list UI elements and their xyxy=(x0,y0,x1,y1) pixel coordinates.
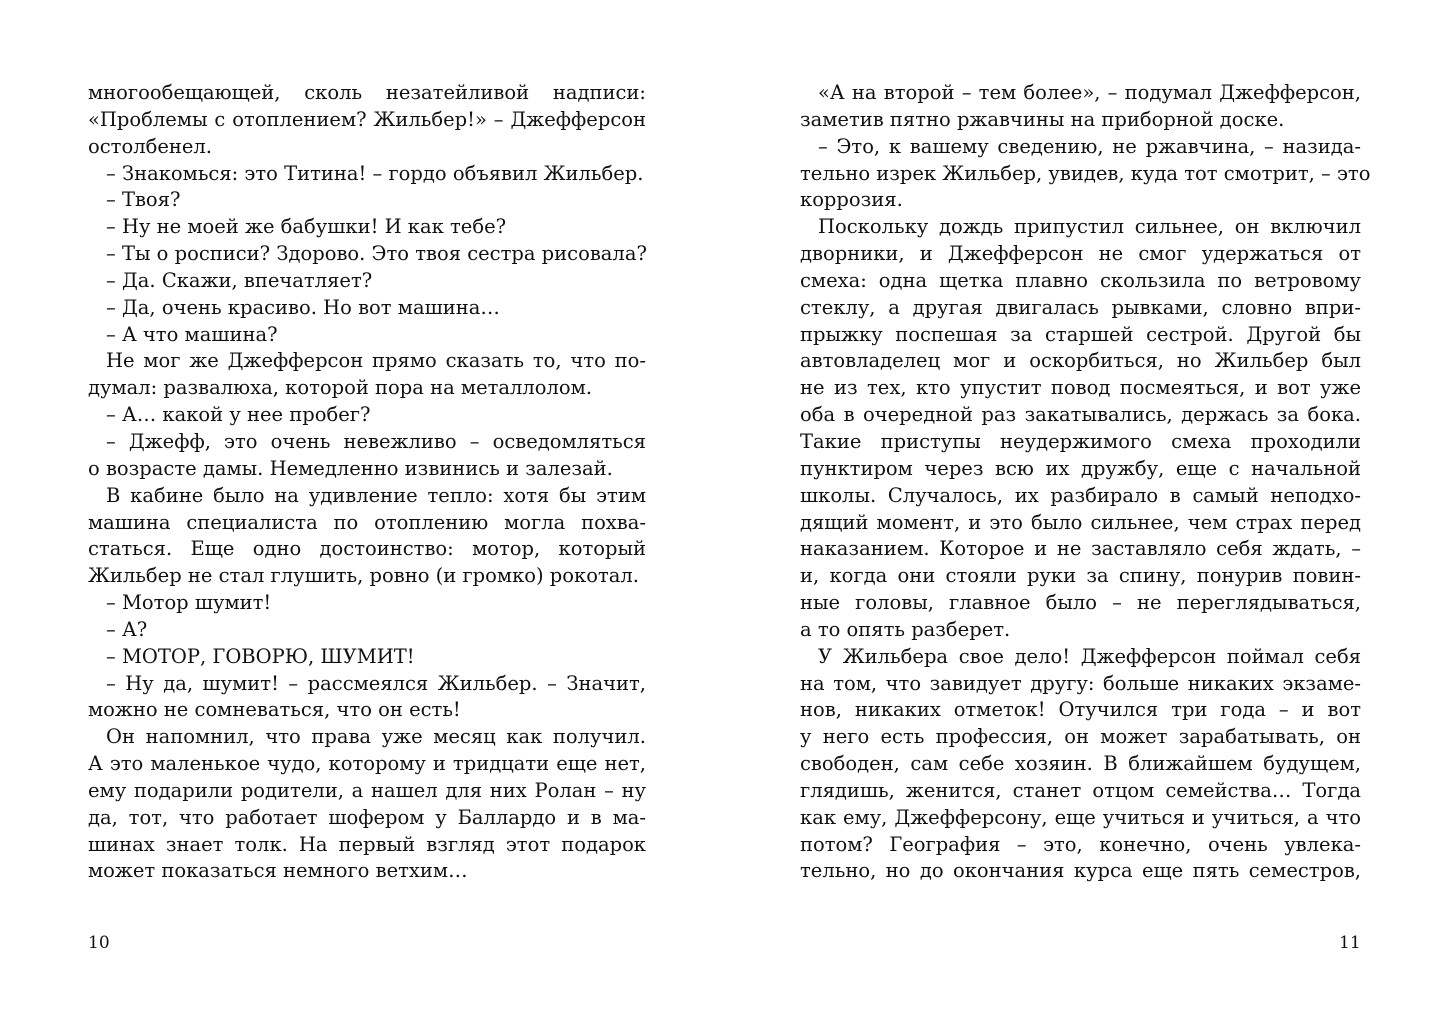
text-line: о возрасте дамы. Немедленно извинись и залезай. xyxy=(88,456,613,480)
text-line: да, тот, что работает шофером у Баллардо и в ма- xyxy=(88,805,646,829)
text-line: пунктиром через всю их дружбу, еще с начальной xyxy=(800,456,1361,480)
text-line: наказанием. Которое и не заставляло себя ждать, – xyxy=(800,537,1361,561)
left-page-text xyxy=(88,80,646,885)
text-line: Не мог же Джефферсон прямо сказать то, что по- xyxy=(106,349,646,373)
text-line: – Знакомься: это Титина! – гордо объявил Жильбер. xyxy=(106,161,644,185)
text-line: дящий момент, и это было сильнее, чем страх перед xyxy=(800,510,1361,534)
text-line: Жильбер не стал глушить, ровно (и громко) рокотал. xyxy=(88,564,639,588)
left-page-number: 10 xyxy=(88,933,110,953)
right-page-text xyxy=(800,80,1371,885)
text-line: многообещающей, сколь незатейливой надписи: xyxy=(88,81,646,104)
text-line: потом? География – это, конечно, очень увлека- xyxy=(800,832,1361,856)
text-line: машина специалиста по отоплению могла похва- xyxy=(88,510,646,534)
text-line: шинах знает толк. На первый взгляд этот подарок xyxy=(88,832,646,856)
text-line: а то опять разберет. xyxy=(800,617,1011,641)
text-line: у него есть профессия, он может зарабатывать, он xyxy=(800,725,1361,749)
text-line: не из тех, кто упустит повод посмеяться, и вот уже xyxy=(800,376,1361,400)
text-line: «Проблемы с отоплением? Жильбер!» – Джефферсон xyxy=(88,107,646,131)
text-line: автовладелец мог и оскорбиться, но Жильбер был xyxy=(800,349,1361,373)
text-line: коррозия. xyxy=(800,188,903,212)
text-line: как ему, Джефферсону, еще учиться и учиться, а что xyxy=(800,805,1361,829)
text-line: смеха: одна щетка плавно скользила по ветровому xyxy=(800,268,1361,292)
text-line: тельно изрек Жильбер, увидев, куда тот смотрит, – это xyxy=(800,161,1371,185)
text-line: на том, что завидует другу: больше никаких экзаме- xyxy=(800,671,1361,695)
text-line: – А… какой у нее пробег? xyxy=(106,403,371,427)
text-line: – Ну не моей же бабушки! И как тебе? xyxy=(106,215,507,239)
text-line: – А что машина? xyxy=(106,322,278,346)
text-line: глядишь, женится, станет отцом семейства… Тогда xyxy=(800,778,1361,802)
text-line: школы. Случалось, их разбирало в самый неподхо- xyxy=(800,483,1361,507)
text-line: думал: развалюха, которой пора на металлолом. xyxy=(88,376,593,400)
text-line: прыжку поспешая за старшей сестрой. Другой бы xyxy=(800,322,1361,346)
text-line: – Ну да, шумит! – рассмеялся Жильбер. – Значит, xyxy=(106,671,646,695)
text-line: стеклу, а другая двигалась рывками, словно впри- xyxy=(800,295,1361,319)
text-line: «А на второй – тем более», – подумал Джефферсон, xyxy=(818,81,1361,104)
text-line: Такие приступы неудержимого смеха проходили xyxy=(800,429,1361,453)
text-line: – МОТОР, ГОВОРЮ, ШУМИТ! xyxy=(106,644,415,668)
text-line: Он напомнил, что права уже месяц как получил. xyxy=(106,725,646,749)
text-line: – Да. Скажи, впечатляет? xyxy=(106,268,373,292)
text-line: можно не сомневаться, что он есть! xyxy=(88,698,461,722)
text-line: – Твоя? xyxy=(106,188,181,212)
text-line: – Джефф, это очень невежливо – осведомляться xyxy=(106,429,646,453)
text-line: В кабине было на удивление тепло: хотя бы этим xyxy=(106,483,646,507)
text-line: нов, никаких отметок! Отучился три года – и вот xyxy=(800,698,1361,722)
text-line: остолбенел. xyxy=(88,134,212,158)
text-line: – Ты о росписи? Здорово. Это твоя сестра рисовала? xyxy=(106,242,647,266)
text-line: ему подарили родители, а нашел для них Ролан – ну xyxy=(88,778,646,802)
text-line: – Мотор шумит! xyxy=(106,591,272,615)
text-line: – Это, к вашему сведению, не ржавчина, – назида- xyxy=(818,134,1361,158)
text-line: свободен, сам себе хозяин. В ближайшем будущем, xyxy=(800,752,1361,776)
text-line: тельно, но до окончания курса еще пять семестров, xyxy=(800,859,1361,883)
text-line: – А? xyxy=(106,617,148,641)
text-line: заметив пятно ржавчины на приборной доске. xyxy=(800,107,1285,131)
text-line: Поскольку дождь припустил сильнее, он включил xyxy=(818,215,1361,239)
text-line: А это маленькое чудо, которому и тридцати еще нет, xyxy=(88,752,646,776)
text-line: статься. Еще одно достоинство: мотор, который xyxy=(88,537,646,561)
text-line: У Жильбера свое дело! Джефферсон поймал себя xyxy=(818,644,1361,668)
right-page-number: 11 xyxy=(1339,933,1361,953)
text-line: оба в очередной раз закатывались, держась за бока. xyxy=(800,403,1361,427)
text-line: и, когда они стояли руки за спину, понурив повин- xyxy=(800,564,1361,588)
text-line: может показаться немного ветхим… xyxy=(88,859,468,883)
text-line: – Да, очень красиво. Но вот машина… xyxy=(106,295,500,319)
text-line: ные головы, главное было – не переглядываться, xyxy=(800,591,1361,615)
text-line: дворники, и Джефферсон не смог удержаться от xyxy=(800,242,1361,266)
